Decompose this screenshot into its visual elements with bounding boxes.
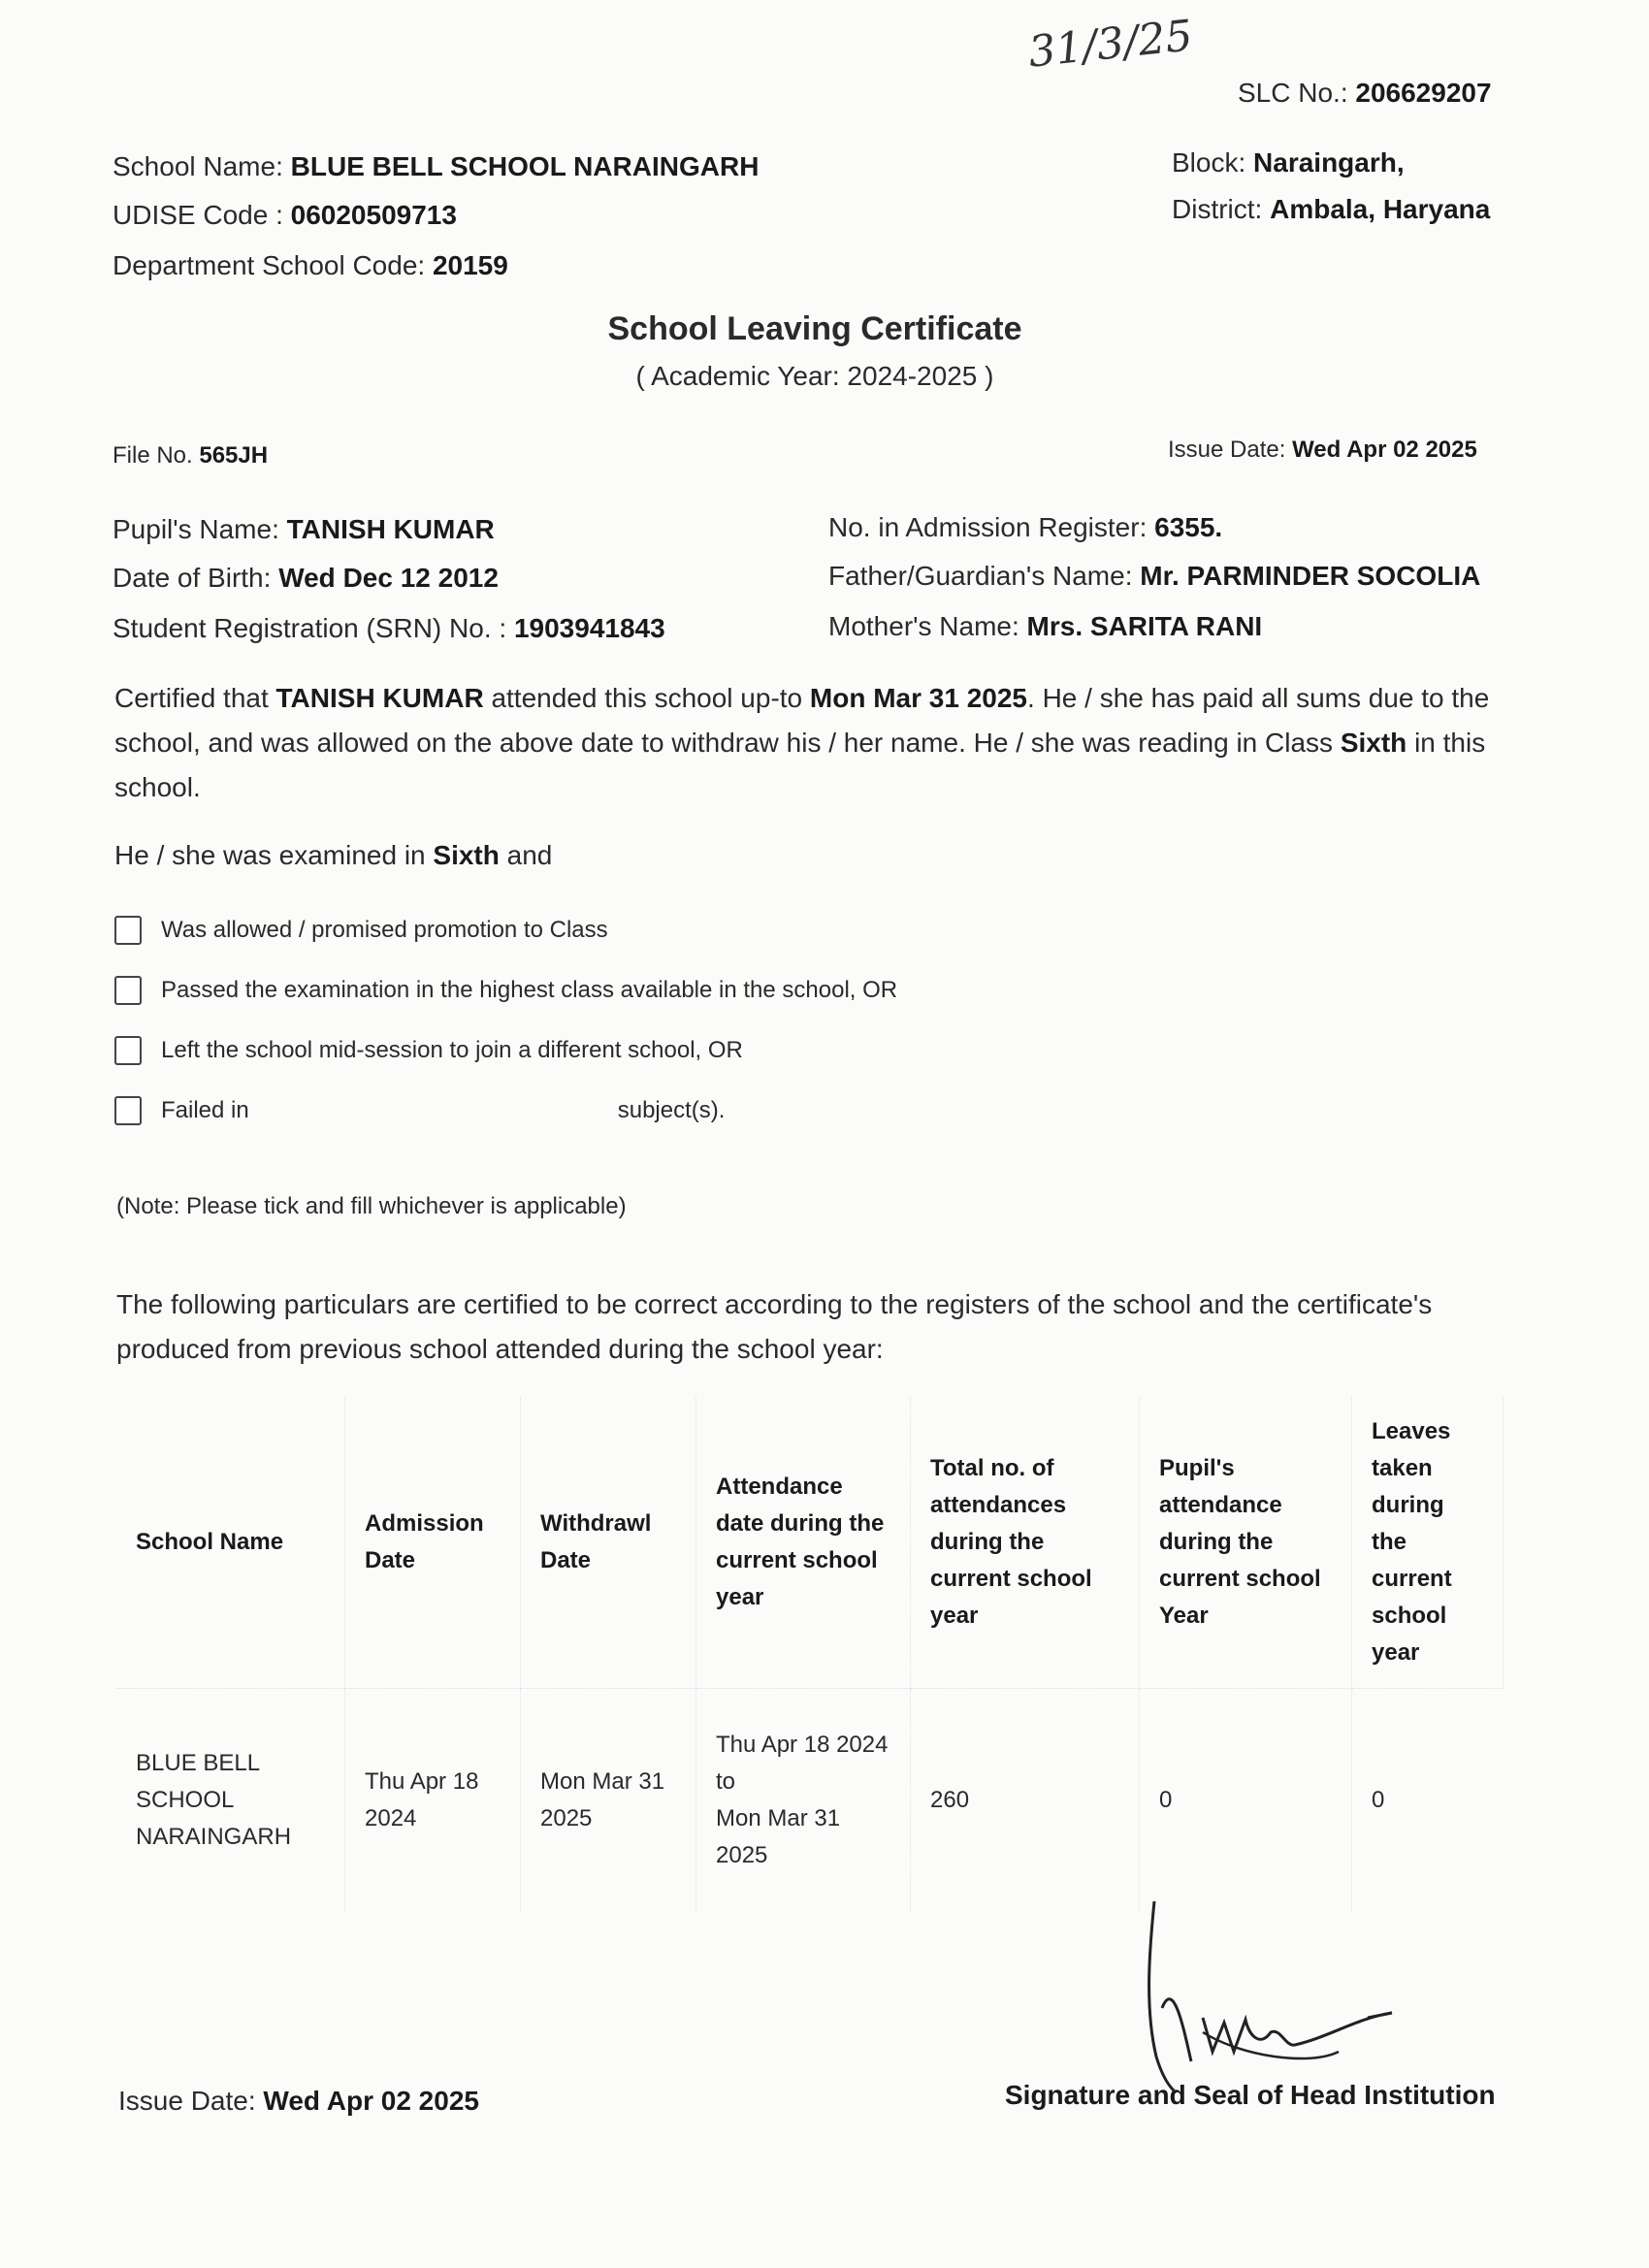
issue-date-bottom-label: Issue Date:	[118, 2086, 256, 2116]
srn-value: 1903941843	[513, 613, 665, 643]
cell-admission-date: Thu Apr 18 2024	[345, 1689, 521, 1913]
pupil-name-line	[113, 514, 495, 545]
pupil-name-label: Pupil's Name:	[113, 514, 279, 544]
attendance-from: Thu Apr 18 2024	[716, 1732, 889, 1758]
slc-value: 206629207	[1355, 78, 1492, 108]
examined-line	[114, 840, 552, 871]
district-line	[1172, 194, 1490, 225]
cell-pupil-attendance: 0	[1140, 1689, 1352, 1913]
father-line	[828, 561, 1480, 592]
dob-line	[113, 563, 499, 594]
subjects-label: subject(s).	[617, 1097, 726, 1123]
header-leaves-taken: Leaves taken during the current school year	[1352, 1397, 1504, 1689]
udise-label: UDISE Code :	[113, 200, 283, 230]
option-left[interactable]	[114, 1036, 743, 1065]
file-label: File No.	[113, 442, 193, 469]
slc-label: SLC No.:	[1238, 78, 1348, 108]
school-name: BLUE BELL SCHOOL NARAINGARH	[290, 151, 760, 181]
certified-pupil-name: TANISH KUMAR	[275, 683, 484, 713]
mother-name: Mrs. SARITA RANI	[1026, 611, 1263, 641]
particulars-table	[116, 1397, 1504, 1912]
father-label: Father/Guardian's Name:	[828, 561, 1133, 591]
certified-text-1: Certified that	[114, 683, 269, 713]
option-promotion[interactable]	[114, 916, 608, 945]
signature-label: Signature and Seal of Head Institution	[1005, 2080, 1496, 2110]
issue-date-top-value: Wed Apr 02 2025	[1292, 437, 1477, 463]
option-failed[interactable]	[114, 1096, 725, 1125]
school-name-label: School Name:	[113, 151, 283, 181]
dept-code-line	[113, 250, 508, 281]
issue-date-top-label: Issue Date:	[1168, 437, 1286, 463]
mother-label: Mother's Name:	[828, 611, 1019, 641]
header-school-name: School Name	[116, 1397, 345, 1689]
udise-code: 06020509713	[290, 200, 457, 230]
passed-label: Passed the examination in the highest class available in the school, OR	[161, 977, 898, 1003]
cell-attendance-range	[696, 1689, 911, 1913]
examined-class: Sixth	[433, 840, 500, 870]
failed-label: Failed in	[161, 1097, 249, 1123]
certified-text-3: . He / she has paid all sums due to the school, and was allowed on the above date to withdraw his / her name. He / she was reading in Class	[114, 683, 1490, 758]
handwritten-date: 31/3/25	[1025, 11, 1195, 78]
particulars-paragraph: The following particulars are certified to be correct according to the registers of the school and the certificate's produced from previous school attended during the school year:	[116, 1289, 1433, 1364]
srn-label: Student Registration (SRN) No. :	[113, 613, 507, 643]
header-admission-date: Admission Date	[345, 1397, 521, 1689]
failed-checkbox[interactable]	[114, 1096, 142, 1125]
cell-leaves-taken: 0	[1372, 1787, 1385, 1813]
header-total-attendances: Total no. of attendances during the current school year	[911, 1397, 1140, 1689]
header-withdrawal-date: Withdrawl Date	[521, 1397, 696, 1689]
admission-line	[828, 512, 1222, 543]
certified-class: Sixth	[1340, 728, 1407, 758]
dept-code-label: Department School Code:	[113, 250, 426, 280]
block-value: Naraingarh,	[1253, 147, 1405, 178]
header-pupil-attendance: Pupil's attendance during the current school Year	[1140, 1397, 1352, 1689]
admission-label: No. in Admission Register:	[828, 512, 1148, 542]
srn-line	[113, 613, 665, 644]
udise-line	[113, 200, 457, 231]
dob-label: Date of Birth:	[113, 563, 272, 593]
block-label: Block:	[1172, 147, 1246, 178]
option-passed[interactable]	[114, 976, 897, 1005]
examined-text-2: and	[506, 840, 553, 870]
district-label: District:	[1172, 194, 1263, 224]
cell-total-attendances: 260	[911, 1689, 1140, 1913]
certified-paragraph	[114, 676, 1531, 810]
academic-year: ( Academic Year: 2024-2025 )	[635, 361, 994, 391]
examined-text-1: He / she was examined in	[114, 840, 426, 870]
table-row	[116, 1689, 1504, 1913]
header-attendance-date: Attendance date during the current school year	[696, 1397, 911, 1689]
table-header-row	[116, 1397, 1504, 1689]
admission-value: 6355.	[1154, 512, 1223, 542]
attendance-to: Mon Mar 31 2025	[716, 1805, 841, 1868]
issue-date-bottom-value: Wed Apr 02 2025	[263, 2086, 479, 2116]
issue-date-top	[1168, 437, 1477, 464]
certified-text-2: attended this school up-to	[491, 683, 803, 713]
passed-checkbox[interactable]	[114, 976, 142, 1005]
note-text: (Note: Please tick and fill whichever is applicable)	[116, 1193, 627, 1219]
certificate-title: School Leaving Certificate	[607, 310, 1022, 347]
attendance-to-word: to	[716, 1768, 736, 1795]
promotion-checkbox[interactable]	[114, 916, 142, 945]
district-value: Ambala, Haryana	[1270, 194, 1491, 224]
father-name: Mr. PARMINDER SOCOLIA	[1140, 561, 1481, 591]
dob-value: Wed Dec 12 2012	[278, 563, 499, 593]
issue-date-bottom	[118, 2086, 479, 2117]
pupil-name: TANISH KUMAR	[286, 514, 495, 544]
slc-number	[1238, 78, 1492, 109]
file-value: 565JH	[199, 442, 269, 469]
certified-text-4: in this school.	[114, 728, 1486, 802]
file-number	[113, 442, 268, 470]
promotion-label: Was allowed / promised promotion to Class	[161, 917, 608, 943]
certified-date: Mon Mar 31 2025	[809, 683, 1028, 713]
block-line	[1172, 147, 1405, 178]
cell-withdrawal-date: Mon Mar 31 2025	[521, 1689, 696, 1913]
cell-school-name: BLUE BELL SCHOOL NARAINGARH	[116, 1689, 345, 1913]
dept-code: 20159	[432, 250, 508, 280]
mother-line	[828, 611, 1262, 642]
left-label: Left the school mid-session to join a different school, OR	[161, 1037, 743, 1063]
school-name-line	[113, 151, 759, 182]
left-checkbox[interactable]	[114, 1036, 142, 1065]
